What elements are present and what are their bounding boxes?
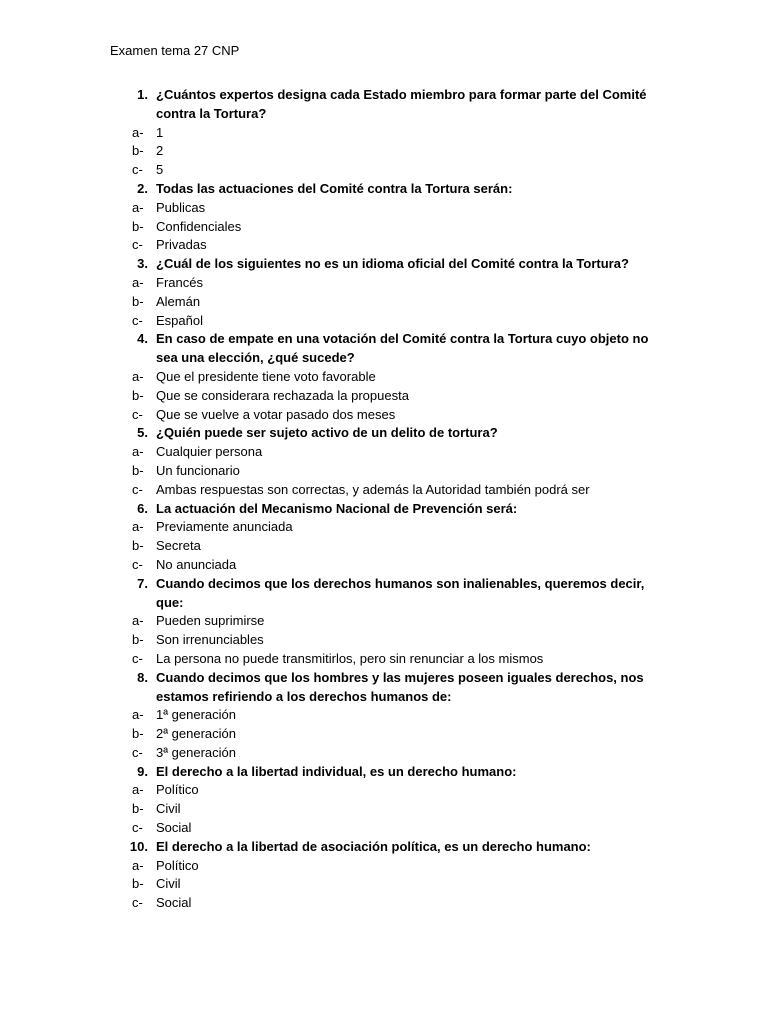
question bbox=[110, 838, 660, 857]
answer-option bbox=[110, 161, 660, 180]
option-letter: a- bbox=[132, 782, 144, 798]
option-text: 2ª generación bbox=[156, 726, 236, 742]
question-text: ¿Cuántos expertos designa cada Estado miembro para formar parte del Comité contra la Tortura? bbox=[156, 87, 647, 121]
answer-option bbox=[110, 556, 660, 575]
option-letter: a- bbox=[132, 857, 144, 873]
question bbox=[110, 424, 660, 443]
question bbox=[110, 763, 660, 782]
question-block bbox=[110, 500, 660, 575]
option-letter: b- bbox=[132, 462, 144, 478]
answer-option bbox=[110, 744, 660, 763]
answer-option bbox=[110, 218, 660, 237]
option-letter: b- bbox=[132, 387, 144, 403]
answer-option bbox=[110, 274, 660, 293]
option-text: 3ª generación bbox=[156, 744, 236, 760]
question-text: Todas las actuaciones del Comité contra la Tortura serán: bbox=[156, 180, 513, 196]
question-text: Cuando decimos que los hombres y las mujeres poseen iguales derechos, nos estamos refiriendo a los derechos humanos de: bbox=[156, 669, 644, 704]
answer-option bbox=[110, 443, 660, 462]
answer-option bbox=[110, 236, 660, 255]
answer-option bbox=[110, 199, 660, 218]
question-text: ¿Quién puede ser sujeto activo de un delito de tortura? bbox=[156, 425, 498, 441]
question bbox=[110, 575, 660, 613]
option-text: Civil bbox=[156, 876, 181, 892]
option-text: 1ª generación bbox=[156, 707, 236, 723]
option-letter: b- bbox=[132, 218, 144, 234]
option-text: 1 bbox=[156, 124, 164, 140]
question-text: ¿Cuál de los siguientes no es un idioma oficial del Comité contra la Tortura? bbox=[156, 256, 629, 272]
question-block bbox=[110, 669, 660, 763]
option-letter: c- bbox=[132, 650, 143, 666]
option-letter: a- bbox=[132, 707, 144, 723]
option-text: Ambas respuestas son correctas, y además la Autoridad también podrá ser bbox=[156, 481, 590, 497]
option-text: Un funcionario bbox=[156, 462, 240, 478]
answer-option bbox=[110, 368, 660, 387]
question-number: 3. bbox=[137, 256, 148, 272]
question-number: 7. bbox=[137, 575, 148, 591]
option-letter: c- bbox=[132, 744, 143, 760]
option-text: Privadas bbox=[156, 237, 207, 253]
option-letter: b- bbox=[132, 876, 144, 892]
answer-option bbox=[110, 631, 660, 650]
answer-option bbox=[110, 387, 660, 406]
question-block bbox=[110, 763, 660, 838]
question-number: 9. bbox=[137, 763, 148, 779]
option-letter: a- bbox=[132, 124, 144, 140]
option-letter: a- bbox=[132, 613, 144, 629]
option-text: Que el presidente tiene voto favorable bbox=[156, 368, 376, 384]
question bbox=[110, 500, 660, 519]
option-letter: c- bbox=[132, 237, 143, 253]
answer-option bbox=[110, 650, 660, 669]
answer-option bbox=[110, 857, 660, 876]
question-text: El derecho a la libertad individual, es un derecho humano: bbox=[156, 763, 517, 779]
question-block bbox=[110, 838, 660, 913]
option-text: Político bbox=[156, 782, 199, 798]
answer-option bbox=[110, 312, 660, 331]
answer-option bbox=[110, 612, 660, 631]
option-letter: c- bbox=[132, 162, 143, 178]
answer-option bbox=[110, 124, 660, 143]
question-block bbox=[110, 575, 660, 669]
option-text: Político bbox=[156, 857, 199, 873]
option-text: Social bbox=[156, 820, 192, 836]
option-text: Previamente anunciada bbox=[156, 519, 293, 535]
answer-option bbox=[110, 894, 660, 913]
answer-option bbox=[110, 819, 660, 838]
option-text: Confidenciales bbox=[156, 218, 242, 234]
answer-option bbox=[110, 725, 660, 744]
option-text: Que se vuelve a votar pasado dos meses bbox=[156, 406, 396, 422]
option-text: Alemán bbox=[156, 293, 201, 309]
answer-option bbox=[110, 706, 660, 725]
option-letter: c- bbox=[132, 556, 143, 572]
answer-option bbox=[110, 518, 660, 537]
question-text: El derecho a la libertad de asociación política, es un derecho humano: bbox=[156, 838, 591, 854]
option-text: Civil bbox=[156, 801, 181, 817]
option-text: Publicas bbox=[156, 199, 206, 215]
option-letter: b- bbox=[132, 538, 144, 554]
option-text: Secreta bbox=[156, 538, 201, 554]
option-text: No anunciada bbox=[156, 556, 237, 572]
option-text: Español bbox=[156, 312, 203, 328]
question-number: 10. bbox=[129, 838, 148, 854]
option-text: Que se considerara rechazada la propuesta bbox=[156, 387, 409, 403]
option-letter: c- bbox=[132, 312, 143, 328]
document-header: Examen tema 27 CNP bbox=[110, 43, 240, 58]
option-text: 2 bbox=[156, 143, 164, 159]
option-text: Cualquier persona bbox=[156, 444, 263, 460]
question-number: 2. bbox=[137, 180, 148, 196]
question-block bbox=[110, 255, 660, 330]
question-number: 6. bbox=[137, 500, 148, 516]
question bbox=[110, 86, 660, 124]
option-text: Social bbox=[156, 895, 192, 911]
question bbox=[110, 669, 660, 707]
option-letter: a- bbox=[132, 519, 144, 535]
option-letter: c- bbox=[132, 895, 143, 911]
answer-option bbox=[110, 800, 660, 819]
option-letter: c- bbox=[132, 820, 143, 836]
option-text: Son irrenunciables bbox=[156, 632, 264, 648]
question-number: 5. bbox=[137, 425, 148, 441]
option-letter: b- bbox=[132, 293, 144, 309]
answer-option bbox=[110, 462, 660, 481]
question-list bbox=[110, 86, 660, 913]
question bbox=[110, 330, 660, 368]
question-block bbox=[110, 330, 660, 424]
question-text: Cuando decimos que los derechos humanos son inalienables, queremos decir, que: bbox=[156, 575, 645, 610]
answer-option bbox=[110, 781, 660, 800]
question-text: En caso de empate en una votación del Comité contra la Tortura cuyo objeto no sea una elección, ¿qué sucede? bbox=[156, 331, 649, 366]
option-letter: a- bbox=[132, 274, 144, 290]
option-letter: a- bbox=[132, 444, 144, 460]
question bbox=[110, 255, 660, 274]
question bbox=[110, 180, 660, 199]
option-letter: b- bbox=[132, 726, 144, 742]
option-letter: b- bbox=[132, 801, 144, 817]
question-block bbox=[110, 424, 660, 499]
option-letter: c- bbox=[132, 406, 143, 422]
answer-option bbox=[110, 406, 660, 425]
answer-option bbox=[110, 875, 660, 894]
option-letter: b- bbox=[132, 632, 144, 648]
question-block bbox=[110, 180, 660, 255]
option-text: La persona no puede transmitirlos, pero sin renunciar a los mismos bbox=[156, 650, 544, 666]
option-letter: b- bbox=[132, 143, 144, 159]
answer-option bbox=[110, 142, 660, 161]
question-number: 1. bbox=[137, 87, 148, 102]
question-text: La actuación del Mecanismo Nacional de Prevención será: bbox=[156, 500, 518, 516]
option-letter: a- bbox=[132, 199, 144, 215]
answer-option bbox=[110, 537, 660, 556]
option-text: Francés bbox=[156, 274, 203, 290]
question-block bbox=[110, 86, 660, 180]
question-number: 4. bbox=[137, 331, 148, 347]
answer-option bbox=[110, 293, 660, 312]
answer-option bbox=[110, 481, 660, 500]
option-letter: c- bbox=[132, 481, 143, 497]
option-text: 5 bbox=[156, 162, 164, 178]
question-number: 8. bbox=[137, 669, 148, 685]
option-letter: a- bbox=[132, 368, 144, 384]
option-text: Pueden suprimirse bbox=[156, 613, 265, 629]
